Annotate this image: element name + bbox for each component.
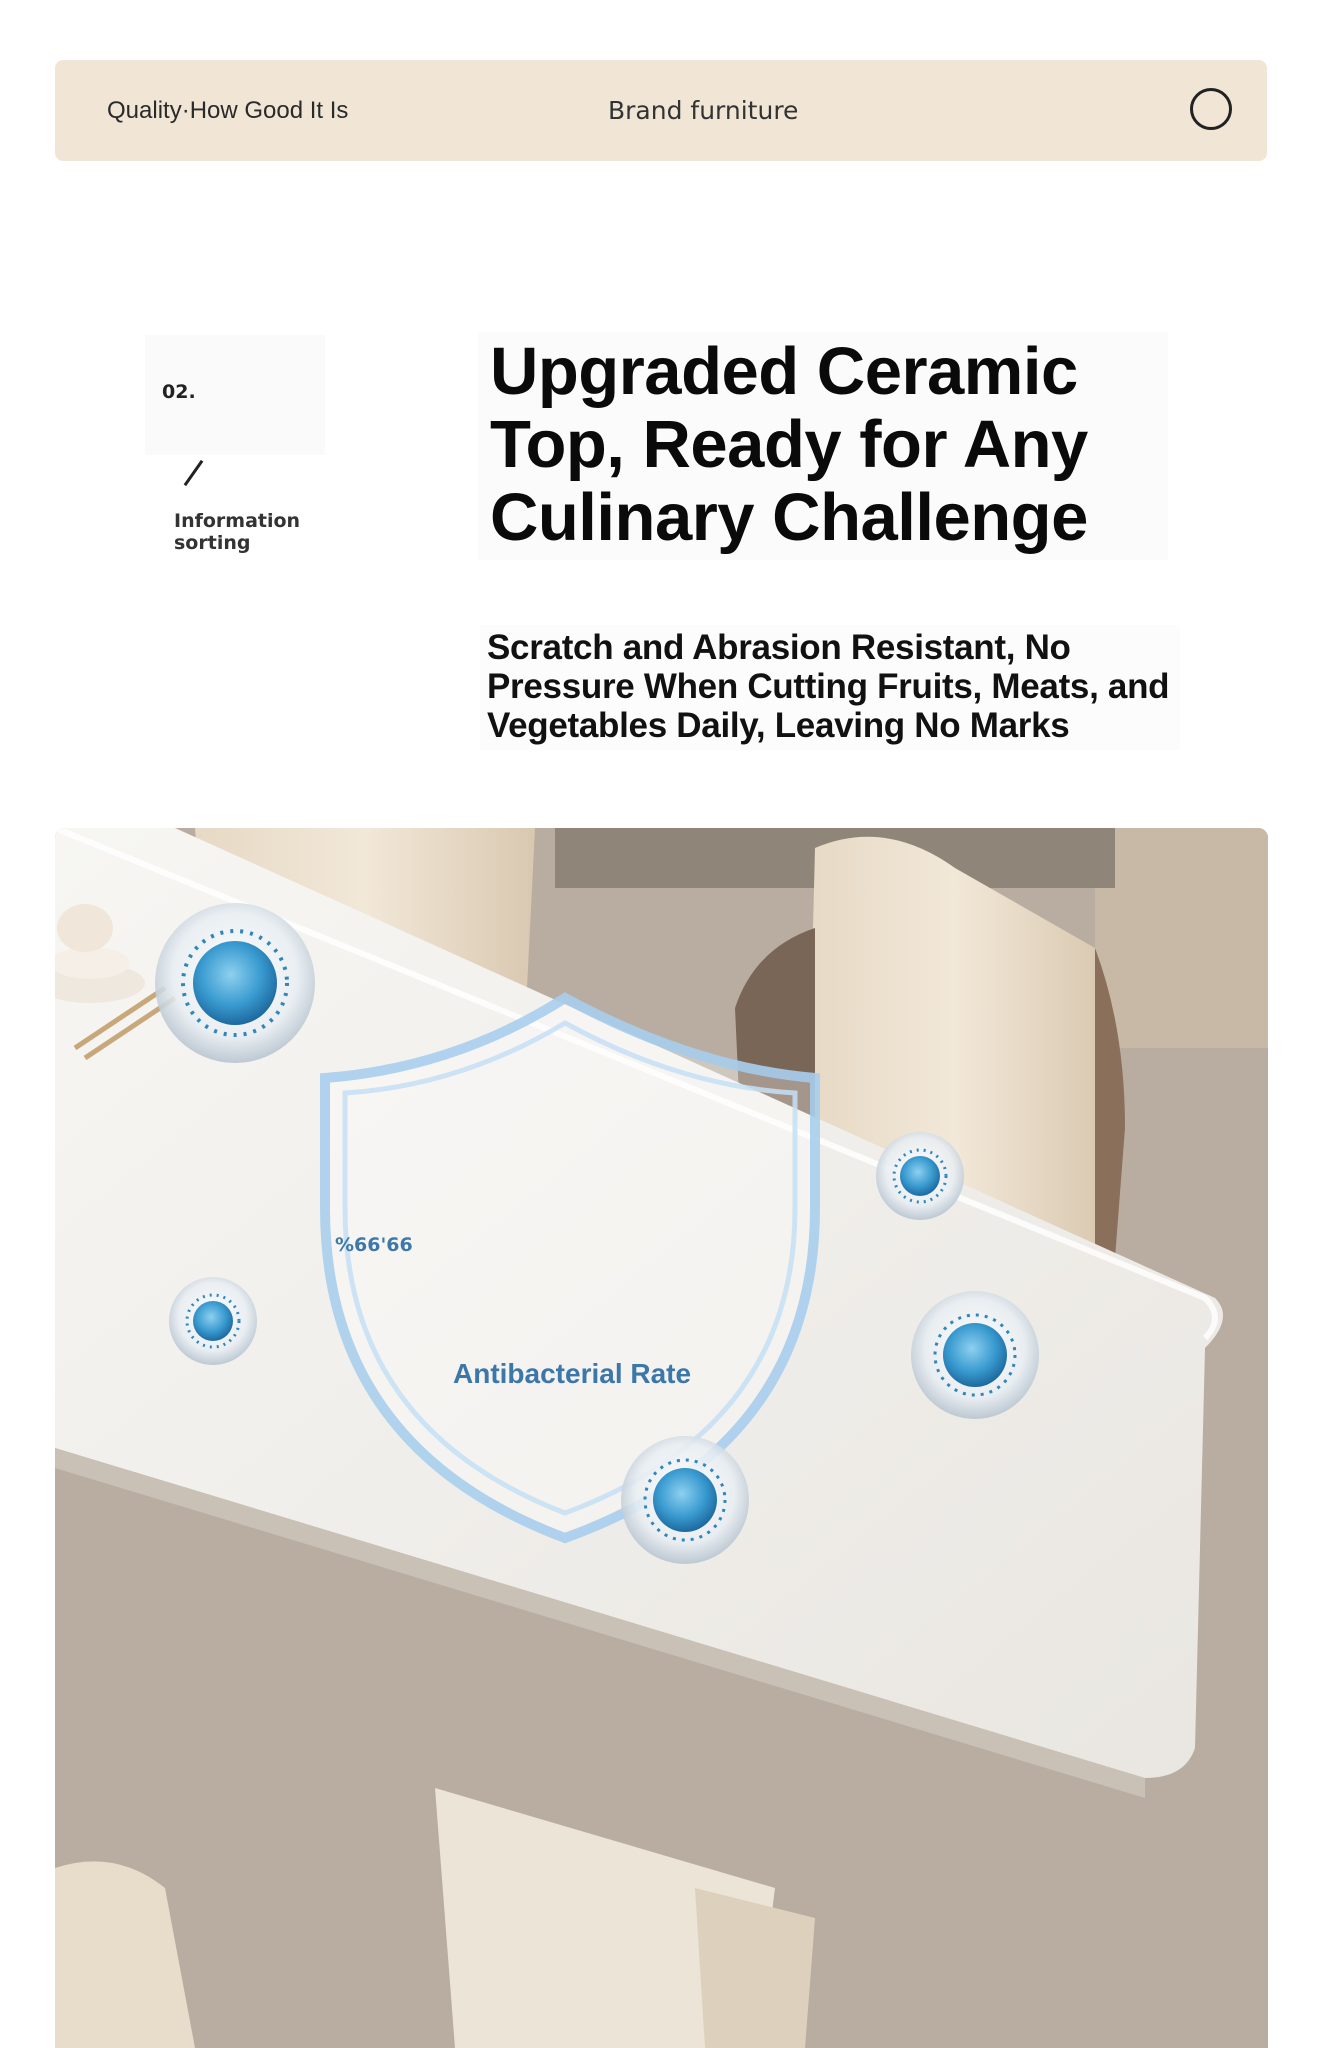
top-banner <box>55 60 1267 161</box>
banner-tagline: Quality·How Good It Is <box>107 97 349 124</box>
bacteria-icon <box>621 1436 749 1564</box>
bacteria-icon <box>876 1132 964 1220</box>
banner-brand: Brand furniture <box>608 96 799 125</box>
product-illustration <box>55 828 1268 2048</box>
antibacterial-label: Antibacterial Rate <box>453 1358 692 1389</box>
page-title: Upgraded Ceramic Top, Ready for Any Culinary Challenge <box>490 334 1088 555</box>
section-number: 02. <box>162 381 196 403</box>
bacteria-icon <box>911 1291 1039 1419</box>
circle-icon[interactable] <box>1190 88 1232 130</box>
bacteria-icon <box>169 1277 257 1365</box>
page-subtitle: Scratch and Abrasion Resistant, No Pressure When Cutting Fruits, Meats, and Vegetables Daily, Leaving No Marks <box>487 628 1170 745</box>
slash-divider <box>184 460 204 486</box>
product-photo <box>55 828 1268 2048</box>
section-caption: Information sorting <box>174 510 301 554</box>
antibacterial-percent: %66'66 <box>335 1234 413 1256</box>
bacteria-icon <box>155 903 315 1063</box>
